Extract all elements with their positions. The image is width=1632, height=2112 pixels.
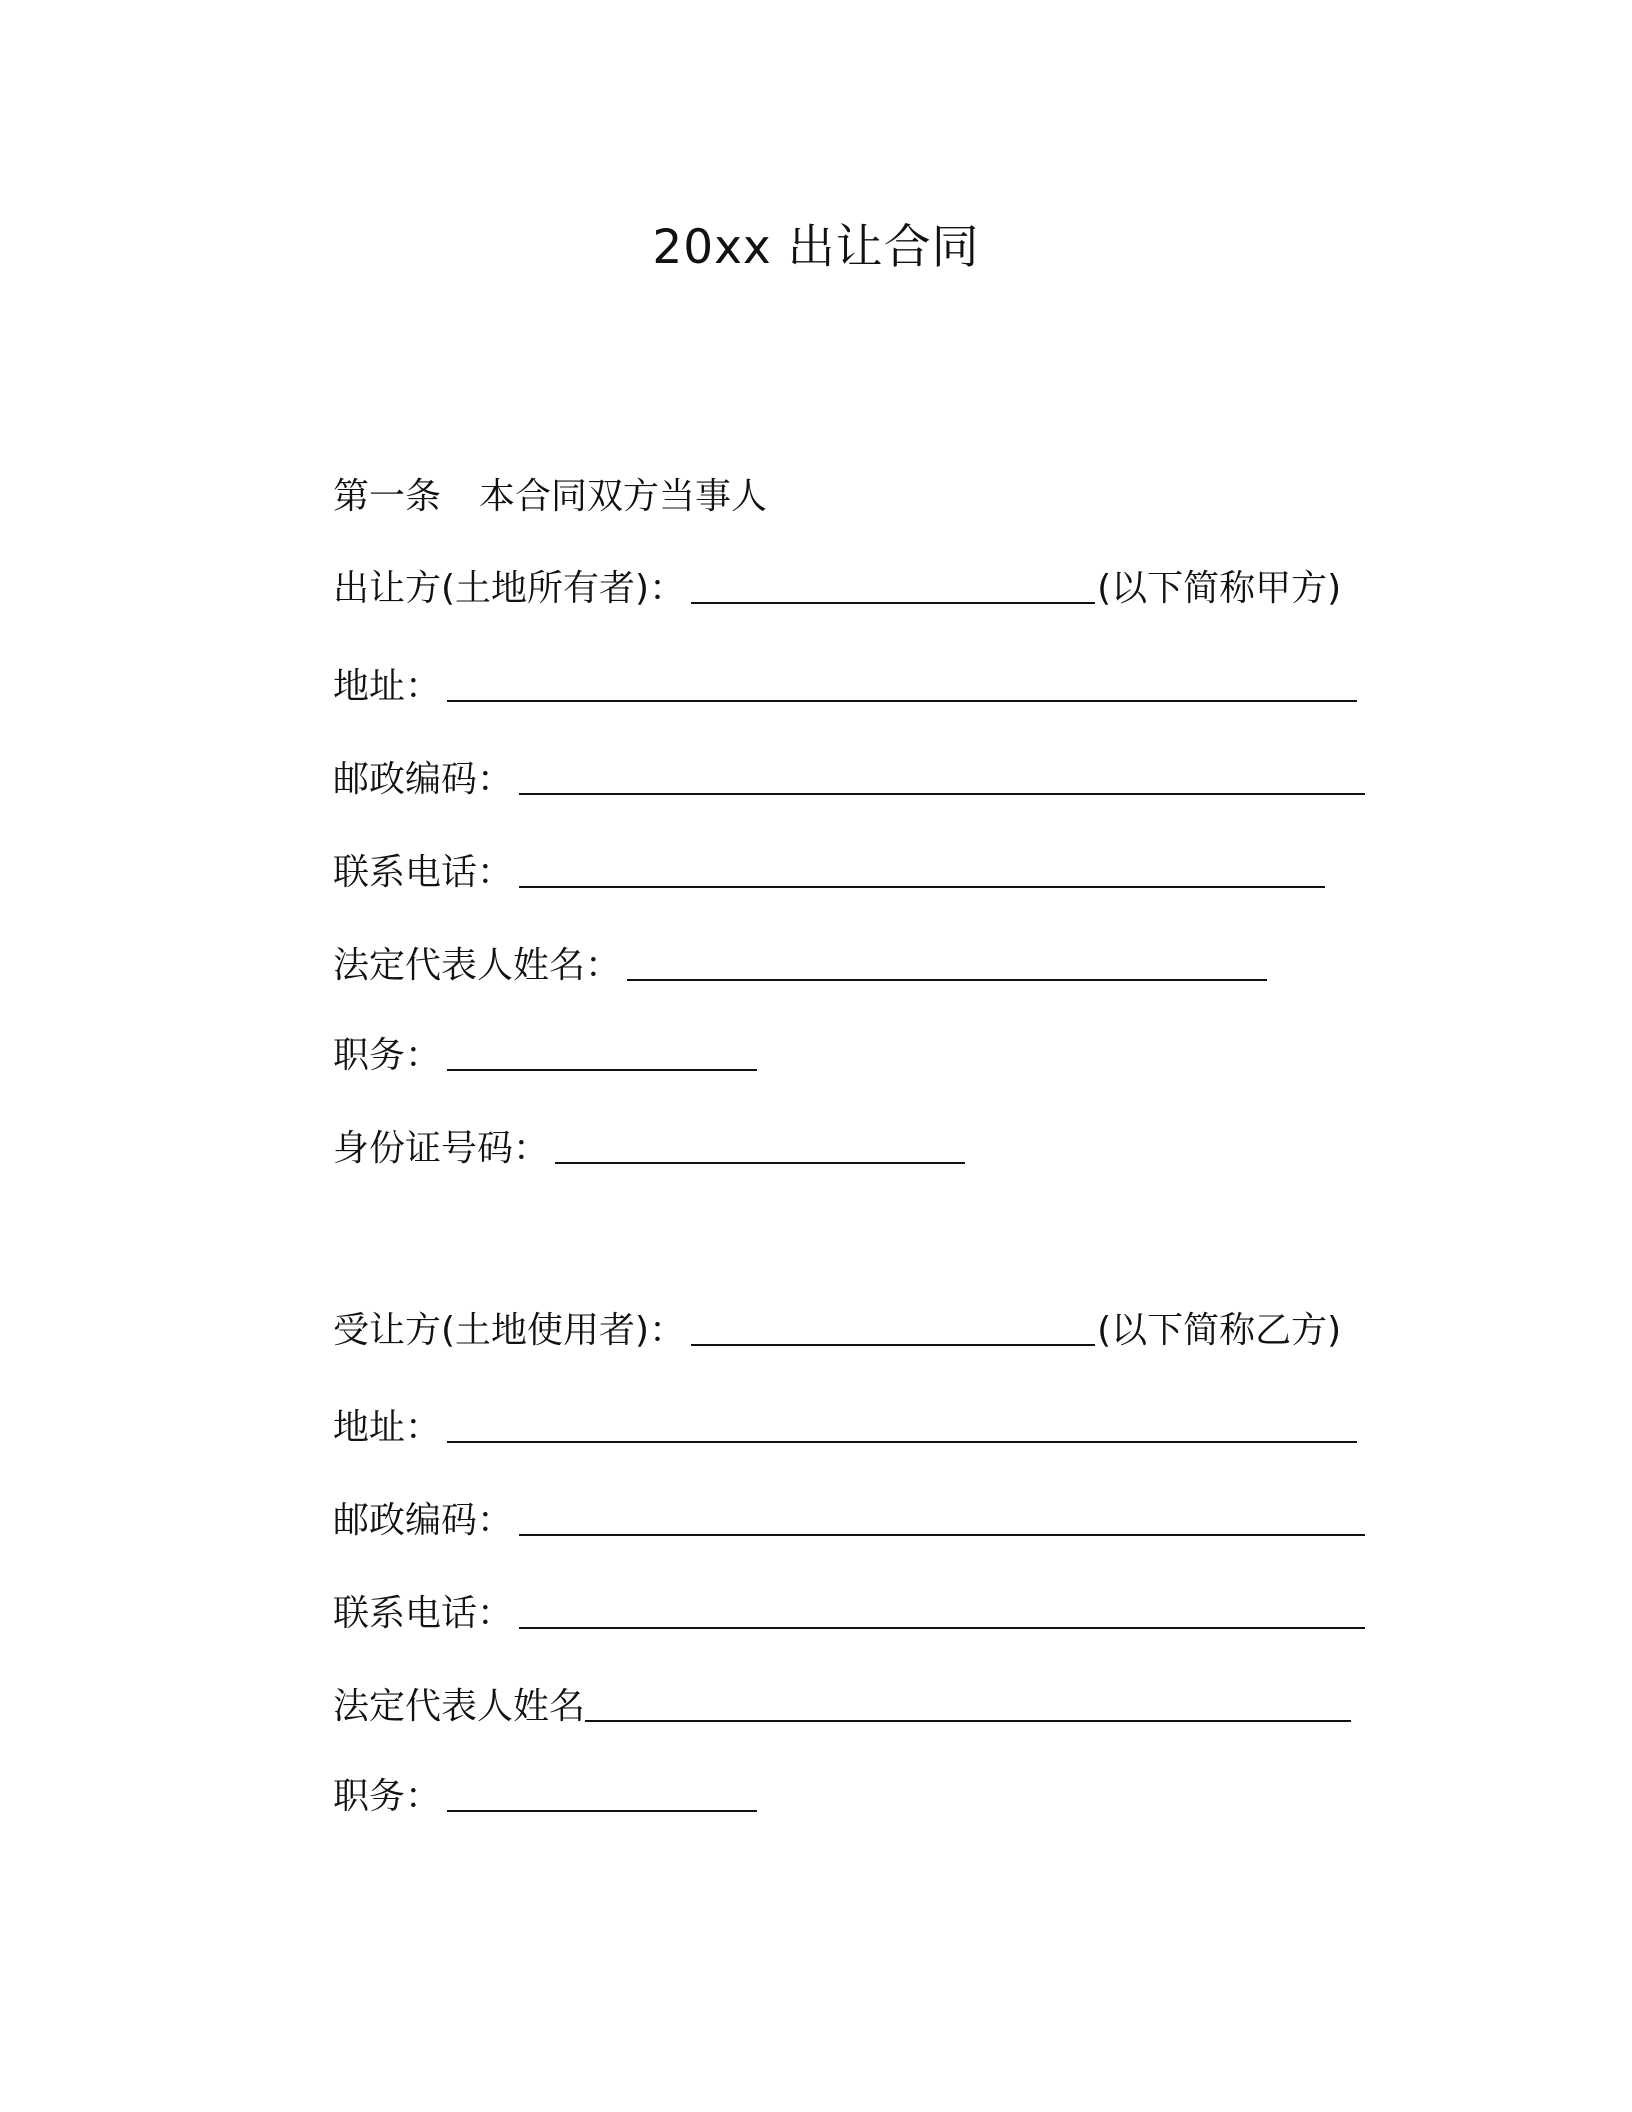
party-a-name-row [333,566,1341,612]
party-b-phone-row [333,1591,1365,1637]
party-a-phone-label: 联系电话： [333,852,514,893]
party-b-address-row [333,1405,1357,1451]
party-a-legal-rep-blank[interactable] [627,979,1267,981]
party-a-postcode-label: 邮政编码： [333,759,514,800]
party-b-name-row [333,1308,1341,1354]
party-b-name-blank[interactable] [691,1344,1095,1346]
party-a-phone-row [333,850,1325,896]
party-b-postcode-row [333,1498,1365,1544]
party-a-id-blank[interactable] [555,1162,965,1164]
party-a-name-label: 出让方(土地所有者)： [333,568,686,609]
party-b-address-blank[interactable] [447,1441,1357,1443]
party-b-position-row [333,1774,757,1820]
party-a-name-suffix: (以下简称甲方) [1097,568,1342,609]
party-a-position-blank[interactable] [447,1069,757,1071]
party-a-position-label: 职务： [333,1035,442,1076]
party-b-name-suffix: (以下简称乙方) [1097,1310,1342,1351]
party-a-address-label: 地址： [333,666,442,707]
party-a-phone-blank[interactable] [519,886,1325,888]
party-b-legal-rep-label: 法定代表人姓名 [333,1686,586,1727]
party-a-position-row [333,1033,757,1079]
party-b-phone-label: 联系电话： [333,1593,514,1634]
party-b-legal-rep-blank[interactable] [585,1720,1351,1722]
party-b-position-blank[interactable] [447,1810,757,1812]
party-b-address-label: 地址： [333,1407,442,1448]
party-a-legal-rep-row [333,943,1267,989]
party-b-postcode-label: 邮政编码： [333,1500,514,1541]
party-b-postcode-blank[interactable] [519,1534,1365,1536]
party-b-position-label: 职务： [333,1776,442,1817]
party-b-name-label: 受让方(土地使用者)： [333,1310,686,1351]
article-title: 本合同双方当事人 [479,476,768,517]
party-a-id-label: 身份证号码： [333,1128,550,1169]
article-number: 第一条 [333,476,442,517]
party-b-legal-rep-row [333,1684,1351,1730]
party-a-postcode-row [333,757,1365,803]
party-a-id-row [333,1126,965,1172]
party-a-address-blank[interactable] [447,700,1357,702]
party-a-name-blank[interactable] [691,602,1095,604]
party-a-address-row [333,664,1357,710]
party-a-postcode-blank[interactable] [519,793,1365,795]
party-a-legal-rep-label: 法定代表人姓名： [333,945,622,986]
page-title: 20xx 出让合同 [652,220,980,275]
article-heading [333,474,767,520]
party-b-phone-blank[interactable] [519,1627,1365,1629]
